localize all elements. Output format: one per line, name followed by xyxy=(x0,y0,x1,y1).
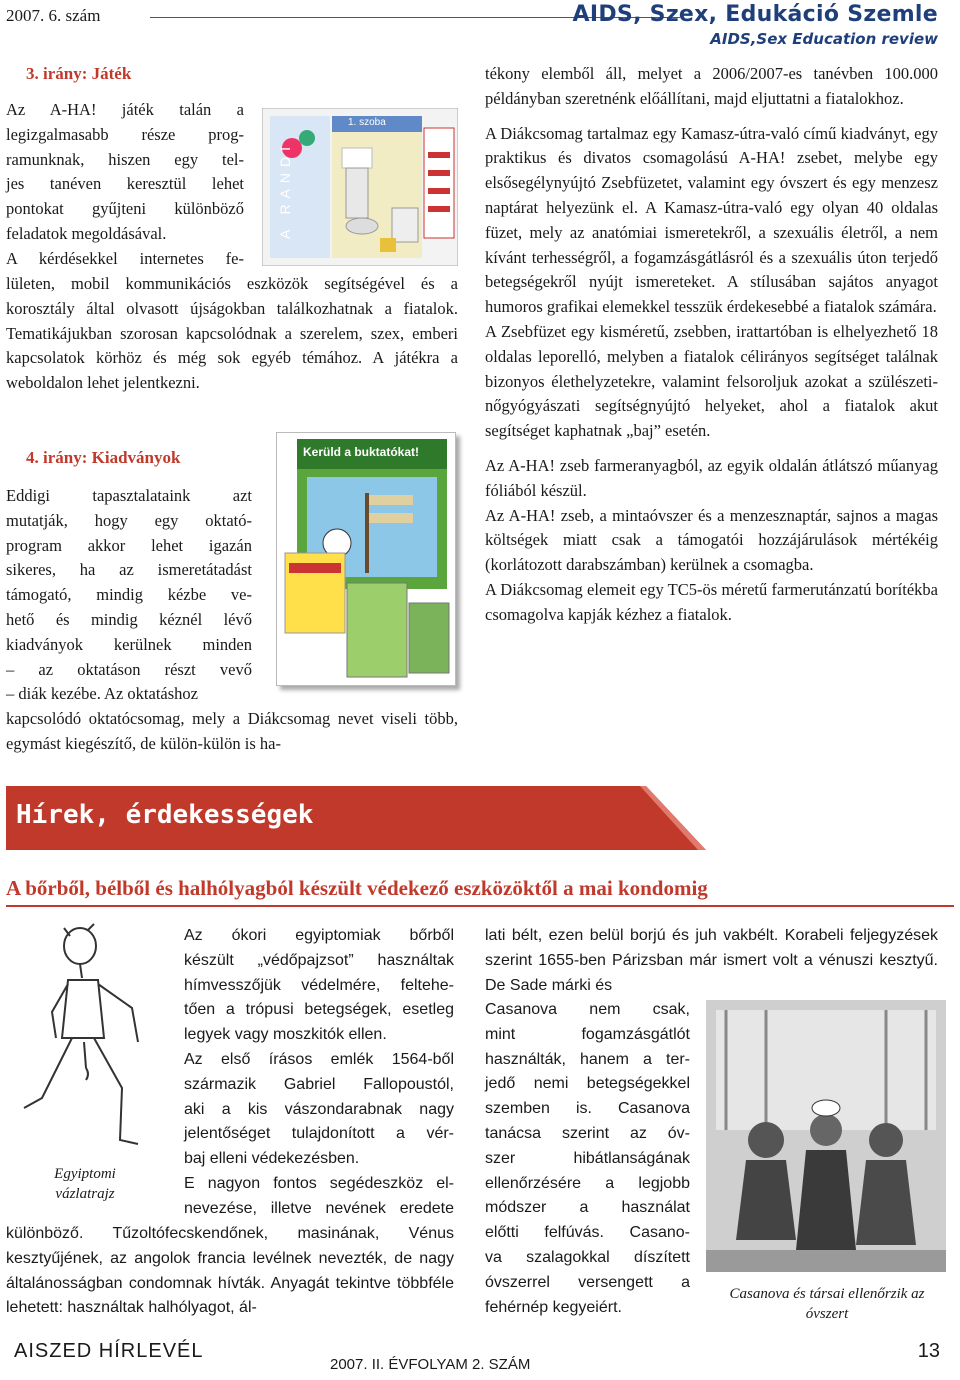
line: Casanova nem csak, xyxy=(485,1001,690,1018)
news-col2-lines xyxy=(485,998,690,1320)
journal-title: AIDS, Szex, Edukáció Szemle xyxy=(572,2,938,27)
footer-volume: 2007. II. ÉVFOLYAM 2. SZÁM xyxy=(330,1356,531,1373)
line: előtti felfúvás. Casano- xyxy=(485,1224,690,1242)
caption-casanova: Casanova és társai ellenőrzik az óvszert xyxy=(729,1286,925,1322)
section-3-body xyxy=(6,272,458,396)
line: támogató, mindig kézbe ve- xyxy=(6,585,252,605)
right-paragraph: Az A-HA! zseb farmeranyagból, az egyik oldalán átlátszó műanyag fóliából készül. xyxy=(485,455,938,500)
line: – diák kezébe. Az oktatáshoz xyxy=(6,684,198,704)
publications-image xyxy=(276,432,456,686)
game-room-label: 1. szoba xyxy=(348,117,386,128)
line: baj elleni védekezésben. xyxy=(184,1150,360,1168)
line: A kérdésekkel internetes fe- xyxy=(6,248,244,268)
game-screenshot xyxy=(262,108,458,266)
right-paragraph: A Diákcsomag elemeit egy TC5-ös méretű farmerutánzatú borítékba csomagolva kapják kézhez a fiatalok. xyxy=(485,579,938,624)
right-paragraph: A Zsebfüzet egy kisméretű, zsebben, irattartóban is elhelyezhető 18 oldalas leporelló, melyben a fiatalok célirányos segítséget találnak bizonyos élethelyzetekre, valamint felsoroljuk azokat a szülészeti-nőgyógyászati segítségnyújtó helyeket, ahol a fiatalok akut segítséget kaphatnak „baj” esetén. xyxy=(485,321,938,441)
line: használták, hanem a ter- xyxy=(485,1050,690,1068)
section-4-intro xyxy=(6,484,252,707)
line: – az oktatáson részt vevő xyxy=(6,659,252,679)
line: program akkor lehet igazán xyxy=(6,535,252,555)
cover-title: Kerüld a buktatókat! xyxy=(303,445,420,459)
line: va szalagokkal díszített xyxy=(485,1248,690,1266)
caption-egypt: Egyiptomi vázlatrajz xyxy=(54,1166,116,1202)
section-4-heading: 4. irány: Kiadványok xyxy=(26,448,181,467)
line: ramunknak, hiszen egy tel- xyxy=(6,149,244,169)
line: feladatok megoldásával. xyxy=(6,223,167,243)
news-headline: A bőrből, bélből és halhólyagból készült védekező eszközöktől a mai kondomig xyxy=(6,876,708,900)
news-col2-intro xyxy=(485,924,938,998)
section-3-intro xyxy=(6,98,244,272)
game-vertical-label: A RANDI xyxy=(277,140,294,240)
egyptian-sketch xyxy=(12,918,176,1158)
line: tanácsa szerint az óv- xyxy=(485,1124,690,1142)
line: tően a trópusi betegségek, esetleg xyxy=(184,1001,454,1019)
line: hető és mindig kéznél lévő xyxy=(6,609,252,629)
line: szer hibátlanságának xyxy=(485,1149,690,1167)
news-col1-intro xyxy=(184,924,454,1222)
line: mutatják, hogy egy oktató- xyxy=(6,510,252,530)
section-4-body xyxy=(6,707,458,757)
casanova-engraving xyxy=(706,1000,946,1272)
line: készült „védőpajzsot” használtak xyxy=(184,951,454,969)
line: jelentőséget tulajdonított a vér- xyxy=(184,1125,454,1143)
footer-newsletter: AISZED HÍRLEVÉL xyxy=(14,1340,204,1362)
line: hímvesszőjük védelmére, feltehe- xyxy=(184,976,454,994)
page-number: 13 xyxy=(917,1340,940,1362)
news-col2-paragraph: lati bélt, ezen belül borjú és juh vakbélt. Korabeli feljegyzések szerint 1655-ben Párizsban már ismert volt a vénuszi kesztyű. De Sade márki és xyxy=(485,927,938,994)
line: nevezése, illetve nevének eredete xyxy=(184,1199,454,1217)
journal-subtitle: AIDS,Sex Education review xyxy=(710,30,938,48)
line: Az ókori egyiptomiak bőrből xyxy=(184,927,454,944)
line: legyek vagy moszkitók ellen. xyxy=(184,1026,387,1044)
right-column xyxy=(485,62,938,628)
line: származik Gabriel Fallopoustól, xyxy=(184,1075,454,1093)
line: óvszerrel versengett a xyxy=(485,1273,690,1291)
issue-label: 2007. 6. szám xyxy=(6,6,101,25)
section-3-paragraph: lületen, mobil kommunikációs eszközök segítségével és a korosztály által olvasott újságokban találkozhatnak a fiatalok. Tematikájukban szorosan kapcsolódnak a szerelem, szex, emberi kapcsolatok körhöz és még sok egyéb témához. A játékra a weboldalon lehet jelentkezni. xyxy=(6,274,458,393)
right-paragraph: A Diákcsomag tartalmaz egy Kamasz-útra-való című kiadványt, egy praktikus és divatos csomagolású A-HA! zsebet, melybe egy elsősegélynyújtó Zsebfüzetet, valamint egy óvszert és egy menzesz naptárat helyezünk el. A Kamasz-útra-való egy olyan 40 oldalas füzet, mely az anatómiai ismeretekről, a szexuális életről, a nem kívánt terhességről, a fogamzásgátlásról és a szexuális úton terjedő betegségekről nyújt ismereteket. A stílusában sajátos anyagot humoros grafikai elemekkel tesszük érdekesebbé a fiatalok számára. xyxy=(485,123,938,317)
line: sikeres, ha az ismeretátadást xyxy=(6,560,252,580)
line: Az első írásos emlék 1564-ből xyxy=(184,1050,454,1068)
line: pontokat gyűjteni különböző xyxy=(6,199,244,219)
headline-rule xyxy=(6,905,954,907)
line: módszer a használat xyxy=(485,1199,690,1217)
line: kiadványok kerülnek minden xyxy=(6,634,252,654)
line: legizgalmasabb része prog- xyxy=(6,124,244,144)
right-paragraph: tékony elemből áll, melyet a 2006/2007-es tanévben 100.000 példányban szeretnénk előállítani, majd eljuttatni a fiatalokhoz. xyxy=(485,64,938,108)
right-paragraph: Az A-HA! zseb, a mintaóvszer és a menzesznaptár, sajnos a magas költségek miatt csak a támogatói hozzájárulások mértékéig (korlátozott darabszámban) kerülnek a csomagba. xyxy=(485,505,938,575)
line: jedő nemi betegségekkel xyxy=(485,1075,690,1093)
line: aki a kis vászondarabnak nagy xyxy=(184,1100,454,1118)
line: ellenőrzésére a legjobb xyxy=(485,1174,690,1192)
news-col1-body xyxy=(6,1222,454,1321)
section-4-paragraph: kapcsolódó oktatócsomag, mely a Diákcsomag nevet viseli több, egymást kiegészítő, de külön-külön is ha- xyxy=(6,709,458,753)
line: jes tanéven keresztül lehet xyxy=(6,174,244,194)
line: szemben is. Casanova xyxy=(485,1100,690,1118)
line: Az A-HA! játék talán a xyxy=(6,100,244,119)
line: mint fogamzásgátlót xyxy=(485,1025,690,1043)
line: E nagyon fontos segédeszköz el- xyxy=(184,1174,454,1192)
news-banner-title: Hírek, érdekességek xyxy=(16,800,314,830)
news-col1-paragraph: különböző. Tűzoltófecskendőnek, masinának, Vénus kesztyűjének, az angolok francia levélnek nevezték, de nagy általánosságban condomnak hívták. Anyagát tekintve többféle lehetett: használtak halhólyagot, ál- xyxy=(6,1225,454,1317)
line: fehérnép kegyeiért. xyxy=(485,1298,622,1316)
section-3-heading: 3. irány: Játék xyxy=(26,64,132,83)
line: Eddigi tapasztalataink azt xyxy=(6,486,252,505)
